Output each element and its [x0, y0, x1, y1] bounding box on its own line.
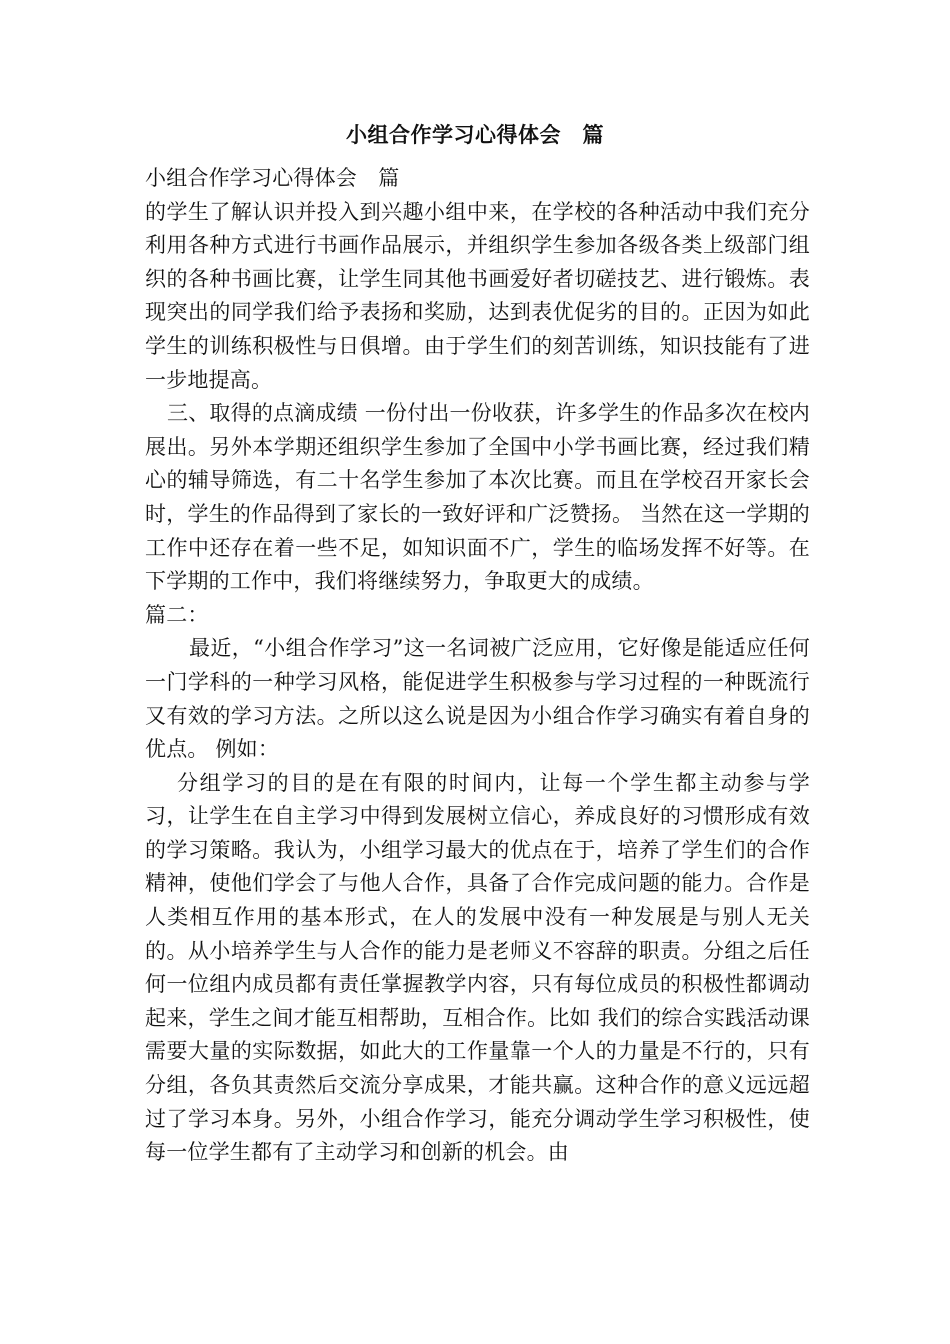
- body-paragraph: 最近，“小组合作学习”这一名词被广泛应用，它好像是能适应任何一门学科的一种学习风格，能促进学生积极参与学习过程的一种既流行又有效的学习方法。之所以这么说是因为小组合作学习确实有着自身的优点。 例如：: [145, 636, 810, 762]
- document-body: [145, 162, 810, 1170]
- document-title: 小组合作学习心得体会 篇: [346, 122, 604, 147]
- section-heading: 篇二：: [145, 602, 209, 627]
- body-paragraph: 的学生了解认识并投入到兴趣小组中来，在学校的各种活动中我们充分利用各种方式进行书画作品展示，并组织学生参加各级各类上级部门组织的各种书画比赛，让学生同其他书画爱好者切磋技艺、进行锻炼。表现突出的同学我们给予表扬和奖励，达到表优促劣的目的。正因为如此学生的训练积极性与日俱增。由于学生们的刻苦训练，知识技能有了进一步地提高。: [145, 199, 810, 392]
- body-paragraph: 三、取得的点滴成绩 一份付出一份收获，许多学生的作品多次在校内展出。另外本学期还组织学生参加了全国中小学书画比赛，经过我们精心的辅导筛选，有二十名学生参加了本次比赛。而且在学校召开家长会时，学生的作品得到了家长的一致好评和广泛赞扬。 当然在这一学期的工作中还存在着一些不足，如知识面不广，学生的临场发挥不好等。在下学期的工作中，我们将继续努力，争取更大的成绩。: [145, 401, 810, 594]
- section-heading: 小组合作学习心得体会 篇: [145, 166, 400, 190]
- body-paragraph: 分组学习的目的是在有限的时间内，让每一个学生都主动参与学习，让学生在自主学习中得到发展树立信心，养成良好的习惯形成有效的学习策略。我认为，小组学习最大的优点在于，培养了学生们的合作精神，使他们学会了与他人合作，具备了合作完成问题的能力。合作是人类相互作用的基本形式，在人的发展中没有一种发展是与别人无关的。从小培养学生与人合作的能力是老师义不容辞的职责。分组之后任何一位组内成员都有责任掌握教学内容，只有每位成员的积极性都调动起来，学生之间才能互相帮助，互相合作。比如 我们的综合实践活动课需要大量的实际数据，如此大的工作量靠一个人的力量是不行的，只有分组，各负其责然后交流分享成果，才能共赢。这种合作的意义远远超过了学习本身。另外，小组合作学习，能充分调动学生学习积极性，使每一位学生都有了主动学习和创新的机会。由: [145, 770, 810, 1165]
